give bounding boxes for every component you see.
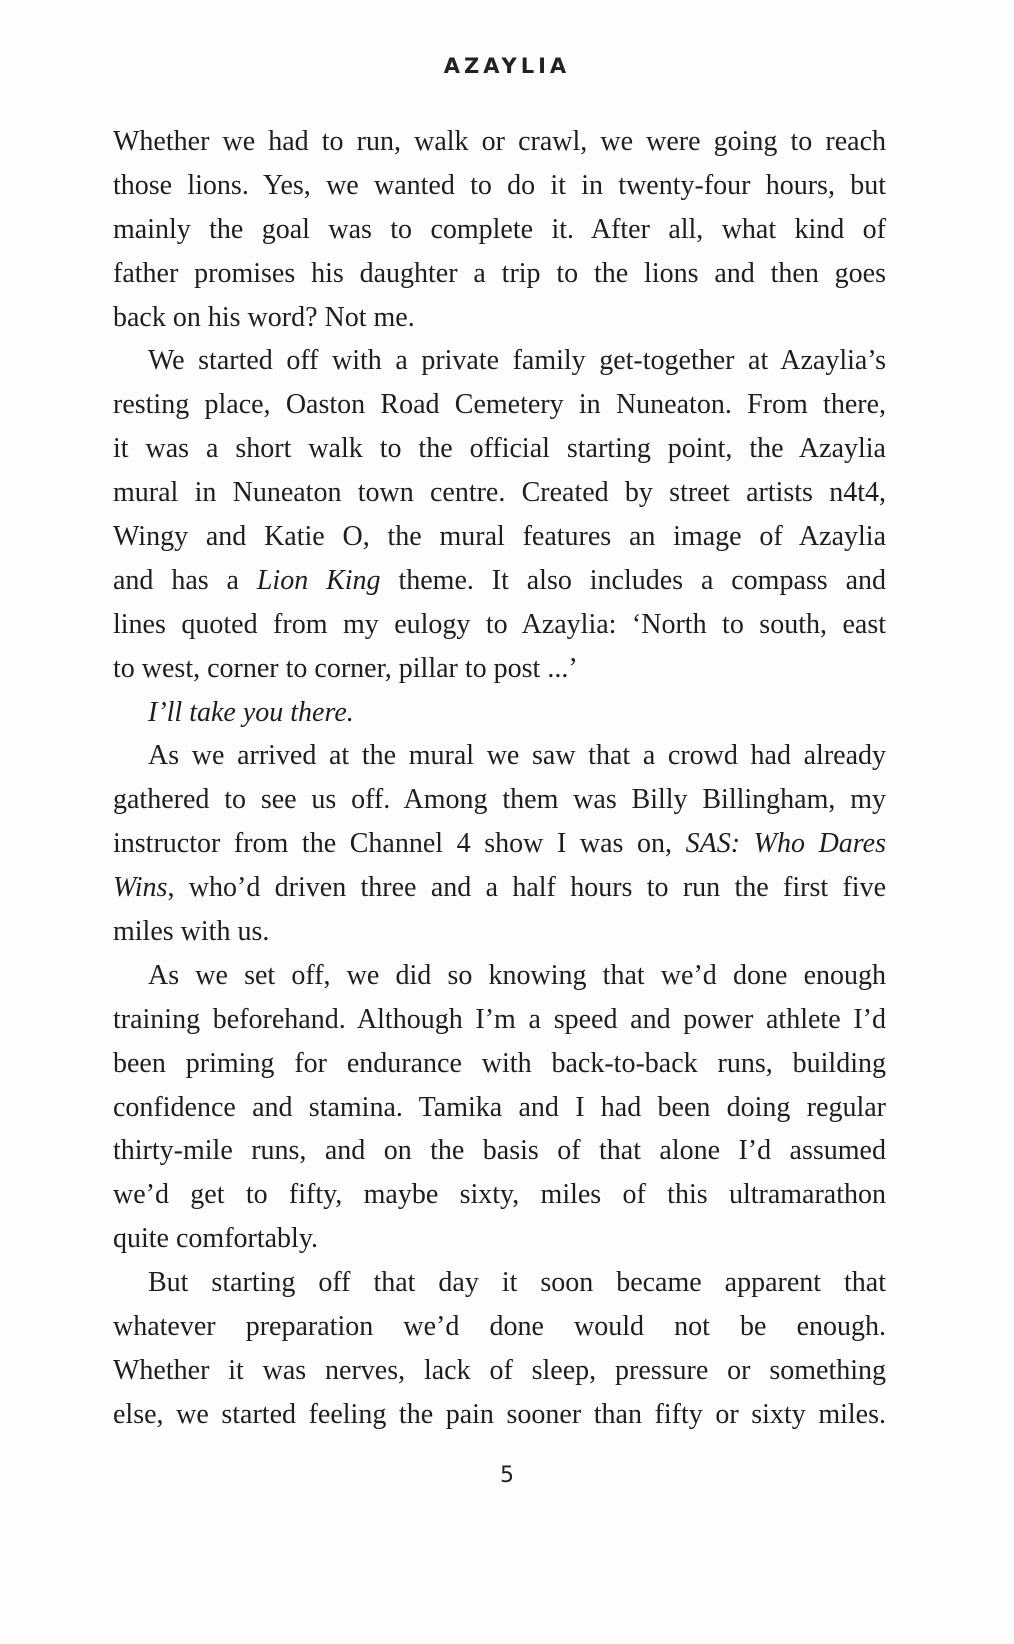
- text-line: [113, 208, 886, 252]
- paragraph: [113, 120, 886, 339]
- text-line: [113, 383, 886, 427]
- text-run: mainly the goal was to complete it. After all, what kind of: [113, 213, 886, 245]
- text-run: back on his word? Not me.: [113, 301, 415, 333]
- text-run: quite comfortably.: [113, 1223, 319, 1255]
- text-run: it was a short walk to the official starting point, the Azaylia: [113, 433, 886, 465]
- text-line: [113, 339, 886, 383]
- text-run: We started off with a private family get-together at Azaylia’s: [148, 345, 886, 377]
- text-run: Whether we had to run, walk or crawl, we were going to reach: [113, 126, 886, 157]
- paragraph: [113, 339, 886, 690]
- text-run: resting place, Oaston Road Cemetery in Nuneaton. From there,: [113, 389, 886, 421]
- text-line: [113, 603, 886, 647]
- text-line: [113, 427, 886, 471]
- text-run: thirty-mile runs, and on the basis of that alone I’d assumed: [113, 1135, 886, 1167]
- text-run: miles with us.: [113, 916, 270, 948]
- page-number: 5: [500, 1463, 514, 1488]
- text-line: [113, 1261, 886, 1305]
- text-line: [113, 1217, 886, 1261]
- paragraph: [113, 1261, 886, 1437]
- paragraph: [113, 734, 886, 953]
- text-line: [113, 471, 886, 515]
- text-run: theme. It also includes a compass and: [380, 564, 887, 596]
- text-run: Whether it was nerves, lack of sleep, pressure or something: [113, 1354, 886, 1386]
- text-run: training beforehand. Although I’m a speed and power athlete I’d: [113, 1003, 886, 1035]
- body-text: [113, 120, 886, 1437]
- text-run: whatever preparation we’d done would not be enough.: [113, 1311, 886, 1343]
- paragraph: [113, 954, 886, 1261]
- italic-text: Lion King: [256, 564, 381, 596]
- text-line: [113, 1349, 886, 1393]
- text-run: gathered to see us off. Among them was Billy Billingham, my: [113, 784, 886, 816]
- text-line: [113, 515, 886, 559]
- text-line: [113, 778, 886, 822]
- text-run: But starting off that day it soon became apparent that: [148, 1267, 886, 1299]
- text-run: been priming for endurance with back-to-back runs, building: [113, 1047, 886, 1079]
- text-line: [113, 1042, 886, 1086]
- text-line: [113, 1173, 886, 1217]
- text-line: [113, 647, 886, 691]
- text-line: [113, 1393, 886, 1437]
- text-line: [113, 954, 886, 998]
- italic-text: SAS: Who Dares: [685, 828, 886, 860]
- text-run: mural in Nuneaton town centre. Created by street artists n4t4,: [113, 477, 886, 509]
- italic-text: Wins: [113, 872, 168, 904]
- text-line: [113, 559, 886, 603]
- text-line: [113, 691, 886, 735]
- text-run: to west, corner to corner, pillar to post ...’: [113, 652, 578, 684]
- text-run: instructor from the Channel 4 show I was on,: [113, 828, 686, 860]
- text-run: those lions. Yes, we wanted to do it in twenty-four hours, but: [113, 169, 886, 201]
- text-line: [113, 998, 886, 1042]
- italic-text: I’ll take you there.: [148, 696, 354, 728]
- text-line: [113, 866, 886, 910]
- text-line: [113, 1086, 886, 1130]
- running-head: AZAYLIA: [443, 54, 571, 78]
- text-line: [113, 296, 886, 340]
- text-run: father promises his daughter a trip to the lions and then goes: [113, 257, 886, 289]
- paragraph: [113, 691, 886, 735]
- text-run: lines quoted from my eulogy to Azaylia: ‘North to south, east: [113, 608, 886, 640]
- text-line: [113, 734, 886, 778]
- text-run: else, we started feeling the pain sooner than fifty or sixty miles.: [113, 1398, 886, 1430]
- text-run: confidence and stamina. Tamika and I had been doing regular: [113, 1091, 886, 1123]
- text-line: [113, 910, 886, 954]
- text-line: [113, 1129, 886, 1173]
- text-line: [113, 1305, 886, 1349]
- text-line: [113, 164, 886, 208]
- text-line: [113, 822, 886, 866]
- text-run: As we set off, we did so knowing that we’d done enough: [148, 959, 886, 991]
- text-run: Wingy and Katie O, the mural features an image of Azaylia: [113, 521, 886, 553]
- text-run: and has a: [113, 564, 257, 596]
- text-line: [113, 252, 886, 296]
- text-line: [113, 120, 886, 164]
- text-run: we’d get to fifty, maybe sixty, miles of this ultramarathon: [113, 1179, 886, 1211]
- text-run: , who’d driven three and a half hours to run the first five: [167, 872, 886, 904]
- text-run: As we arrived at the mural we saw that a crowd had already: [148, 740, 886, 772]
